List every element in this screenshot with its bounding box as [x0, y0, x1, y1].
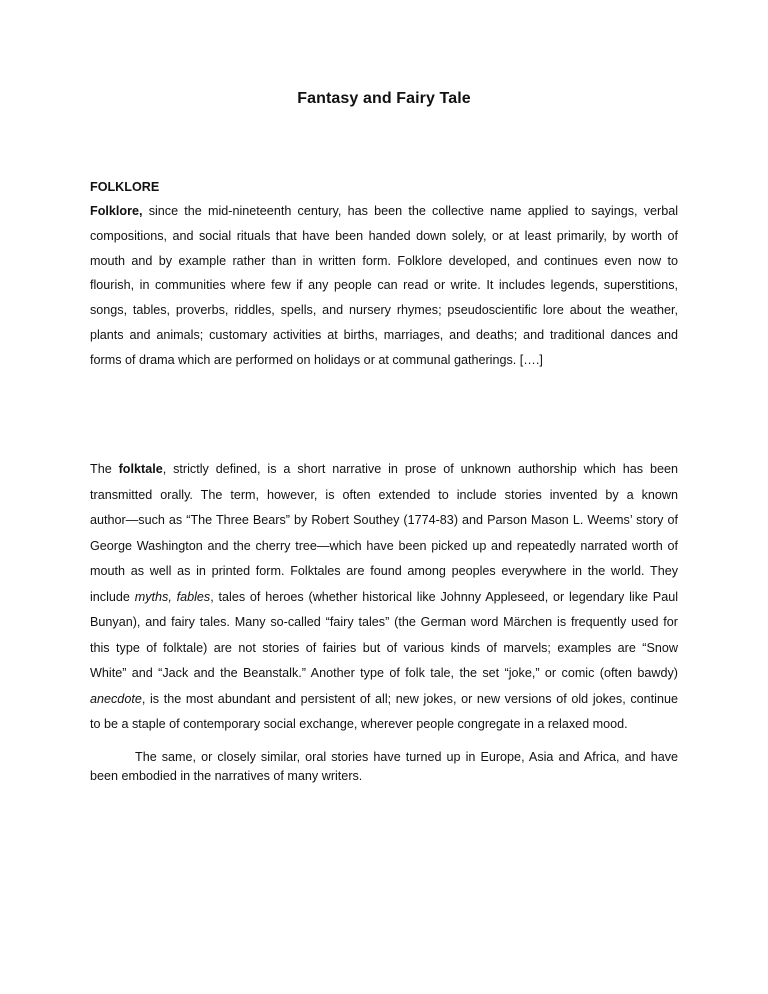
paragraph-line: this type of folktale) are not stories of fairies but of various kinds of marvels; examples are “Snow	[90, 640, 678, 655]
paragraph-line: White” and “Jack and the Beanstalk.” Another type of folk tale, the set “joke,” or comic (often bawdy)	[90, 666, 678, 680]
paragraph-line: mouth as well as in printed form. Folktales are found among peoples everywhere in the world. They	[90, 564, 678, 578]
paragraph-folklore	[90, 199, 678, 373]
term-folktale: folktale	[118, 462, 163, 476]
paragraph-oral-stories	[90, 748, 678, 786]
term-anecdote: anecdote	[90, 691, 142, 706]
paragraph-line: flourish, in communities where few if any people can read or write. It includes legends, superstitions,	[90, 278, 678, 293]
paragraph-line: Bunyan), and fairy tales. Many so-called “fairy tales” (the German word Märchen is frequently used for	[90, 615, 678, 629]
paragraph-line: author—such as “The Three Bears” by Robert Southey (1774-83) and Parson Mason L. Weems’ story of	[90, 513, 678, 527]
paragraph-line: plants and animals; customary activities at births, marriages, and deaths; and traditional dances and	[90, 327, 678, 342]
paragraph-line: to be a staple of contemporary social exchange, wherever people congregate in a relaxed mood.	[90, 717, 628, 731]
term-myths: myths	[134, 589, 169, 604]
paragraph-line: include myths, fables, tales of heroes (whether historical like Johnny Appleseed, or legendary like Paul	[90, 589, 678, 604]
section-heading: FOLKLORE	[90, 180, 160, 194]
paragraph-line: Folklore, since the mid-nineteenth century, has been the collective name applied to sayings, verbal	[90, 204, 678, 218]
page-title: Fantasy and Fairy Tale	[297, 90, 471, 107]
paragraph-line: compositions, and social rituals that have been handed down solely, or at least primarily, by worth of	[90, 228, 678, 243]
term-folklore: Folklore,	[90, 204, 143, 218]
paragraph-line: forms of drama which are performed on holidays or at communal gatherings. [….]	[90, 352, 543, 367]
paragraph-folktale	[90, 457, 678, 738]
paragraph-line: songs, tables, proverbs, riddles, spells, and nursery rhymes; pseudoscientific lore about the weather,	[90, 303, 678, 318]
paragraph-line: been embodied in the narratives of many writers.	[90, 769, 363, 783]
paragraph-line: The same, or closely similar, oral stories have turned up in Europe, Asia and Africa, and have	[135, 750, 678, 764]
paragraph-line: mouth and by example rather than in written form. Folklore developed, and continues even now to	[90, 253, 678, 268]
term-fables: fables	[176, 589, 211, 604]
paragraph-line: George Washington and the cherry tree—which have been picked up and repeatedly narrated worth of	[90, 538, 678, 553]
paragraph-line: transmitted orally. The term, however, is often extended to include stories invented by a known	[90, 487, 678, 502]
paragraph-line: anecdote, is the most abundant and persistent of all; new jokes, or new versions of old jokes, continue	[90, 691, 678, 706]
paragraph-line: The folktale, strictly defined, is a short narrative in prose of unknown authorship which has been	[90, 462, 678, 476]
